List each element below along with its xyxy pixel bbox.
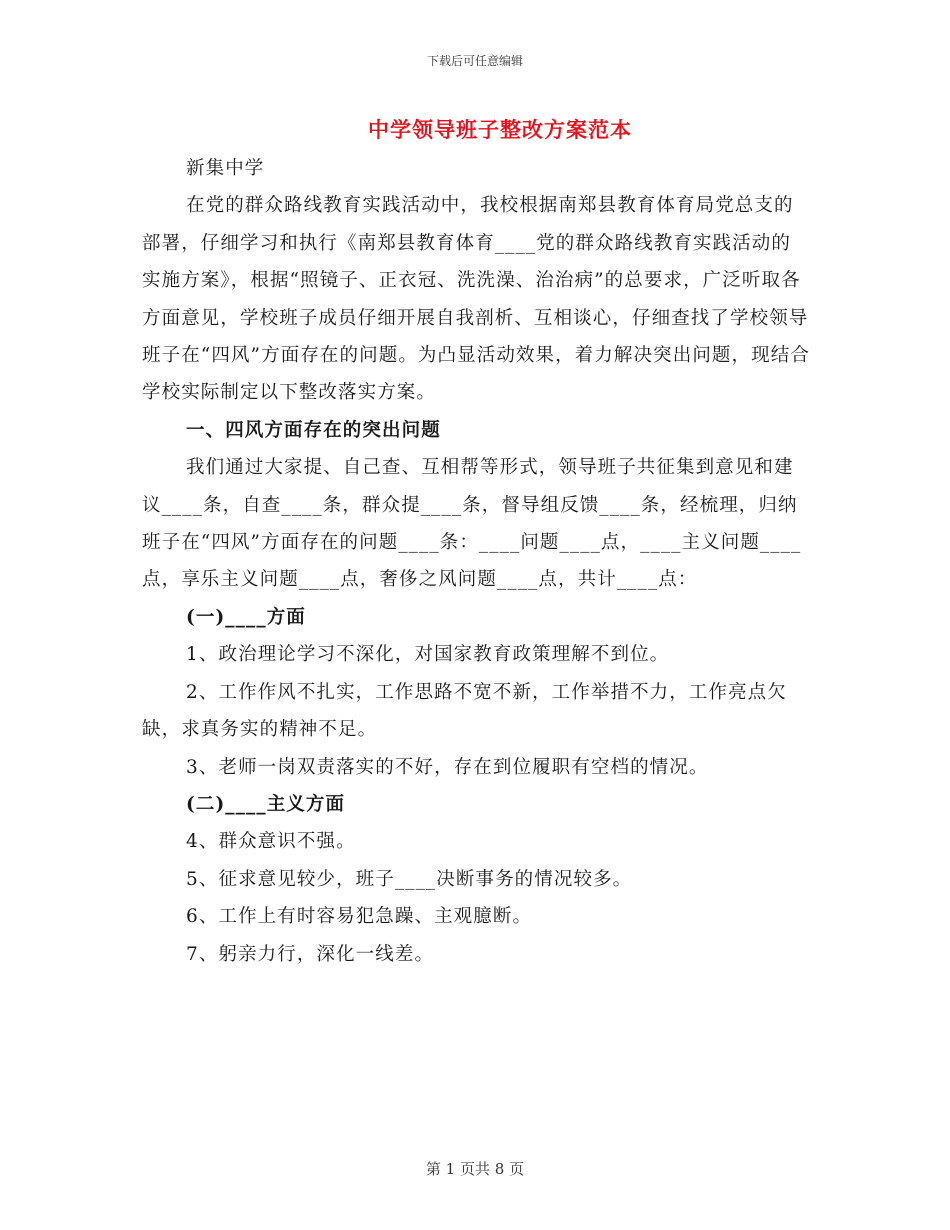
school-name: 新集中学: [186, 158, 265, 179]
intro-paragraph: 在党的群众路线教育实践活动中，我校根据南郑县教育体育局党总支的部署，仔细学习和执行《南郑县教育体育____党的群众路线教育实践活动的实施方案》，根据“照镜子、正衣冠、洗洗澡、治治病”的总要求，广泛听取各方面意见，学校班子成员仔细开展自我剖析、互相谈心，仔细查找了学校领导班子在“四风”方面存在的问题。为凸显活动效果，着力解决突出问题，现结合学校实际制定以下整改落实方案。: [142, 195, 810, 404]
summary-paragraph: 我们通过大家提、自己查、互相帮等形式，领导班子共征集到意见和建议____条，自查____条，群众提____条，督导组反馈____条，经梳理，归纳班子在“四风”方面存在的问题____条：____问题____点，____主义问题____点，享乐主义问题____点，奢侈之风问题____点，共计____点：: [142, 457, 802, 591]
subsection-heading-2: (二)____主义方面: [186, 793, 346, 815]
list-item: 5、征求意见较少，班子____决断事务的情况较多。: [186, 868, 633, 890]
header-note: 下载后可任意编辑: [426, 54, 523, 68]
list-item: 6、工作上有时容易犯急躁、主观臆断。: [186, 906, 533, 928]
list-item: 3、老师一岗双责落实的不好，存在到位履职有空档的情况。: [186, 756, 709, 778]
page-footer: 第 1 页共 8 页: [425, 1160, 525, 1178]
subsection-heading-1: (一)____方面: [186, 606, 306, 628]
document-title: 中学领导班子整改方案范本: [368, 117, 632, 142]
list-item: 4、群众意识不强。: [186, 831, 356, 853]
section-heading-1: 一、四风方面存在的突出问题: [186, 419, 441, 441]
list-item: 2、工作作风不扎实，工作思路不宽不新，工作举措不力，工作亮点欠缺，求真务实的精神不足。: [142, 681, 787, 741]
list-item: 7、躬亲力行，深化一线差。: [186, 943, 435, 965]
document-body: [142, 150, 810, 973]
list-item: 1、政治理论学习不深化，对国家教育政策理解不到位。: [186, 644, 670, 666]
